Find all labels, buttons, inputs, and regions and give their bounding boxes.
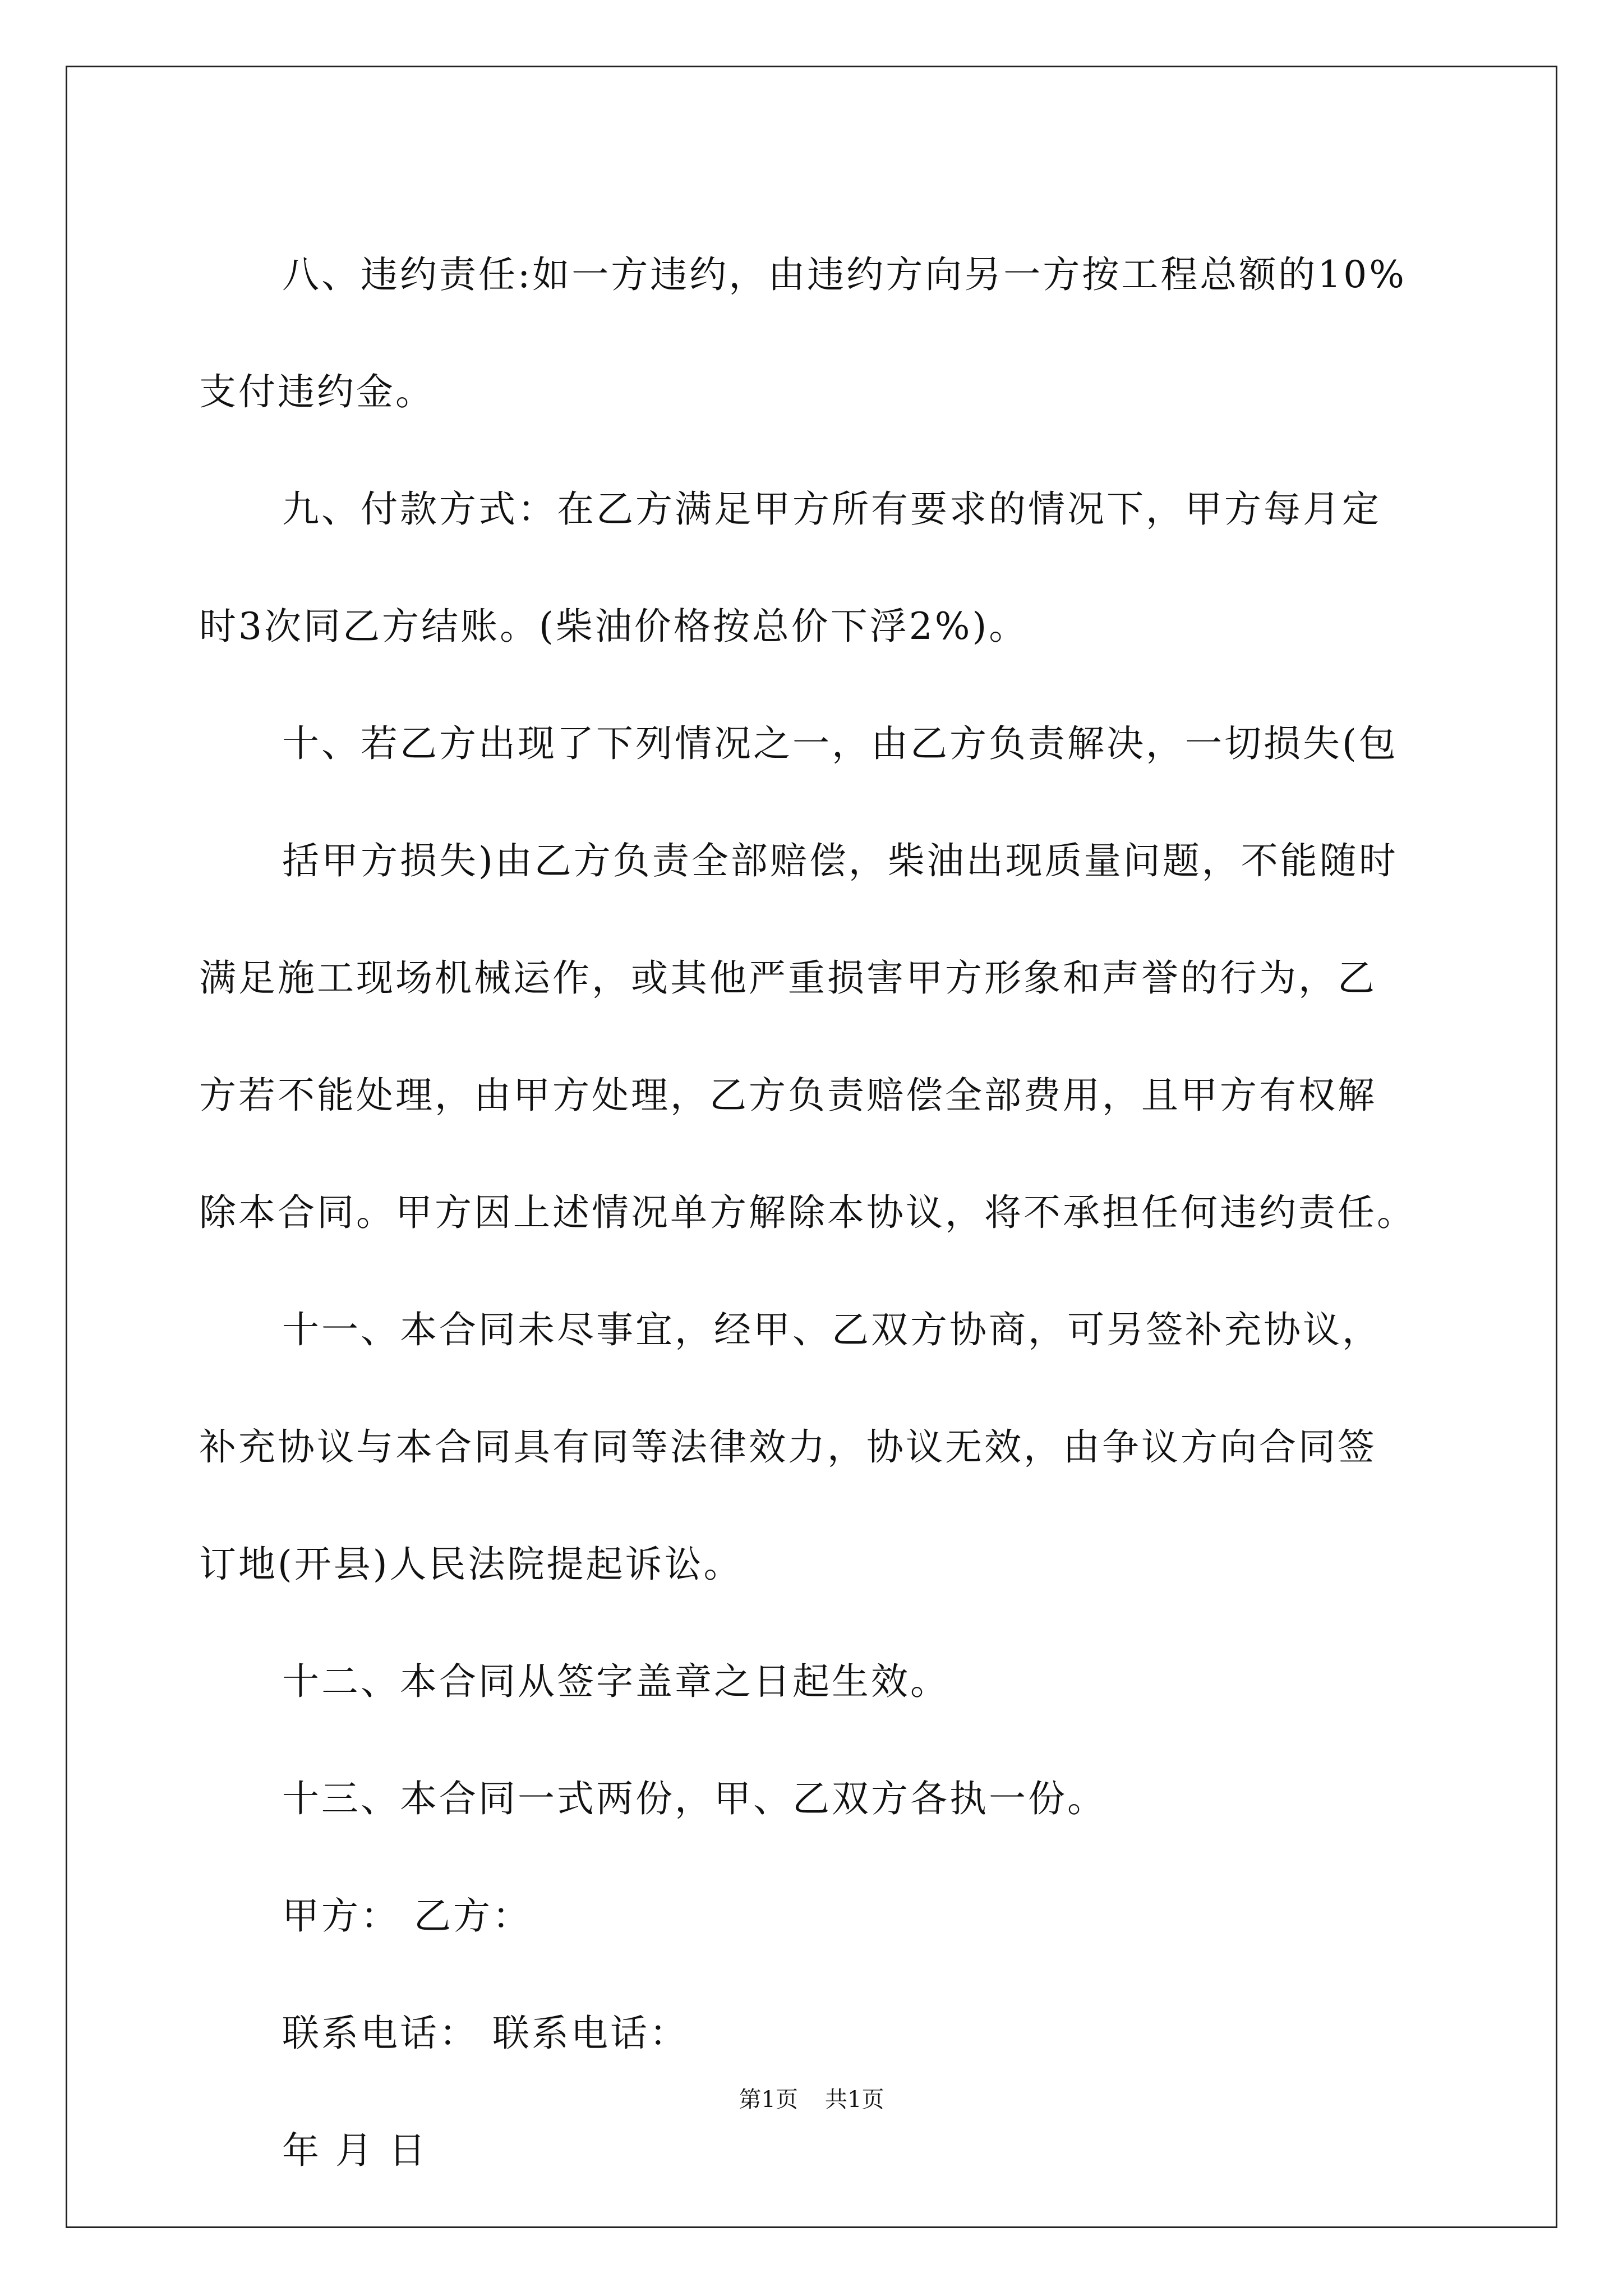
contact-phone-line: 联系电话： 联系电话： [282, 2012, 689, 2055]
clause-8-line-1: 八、违约责任:如一方违约，由违约方向另一方按工程总额的10% [282, 253, 1407, 296]
clause-11-line-2: 补充协议与本合同具有同等法律效力，协议无效，由争议方向合同签 [199, 1425, 1377, 1469]
date-line: 年 月 日 [282, 2129, 428, 2172]
clause-11-line-3: 订地(开县)人民法院提起诉讼。 [199, 1543, 743, 1586]
page-footer [0, 2083, 1623, 2116]
page-number-current: 第1页 [739, 2087, 798, 2113]
clause-10-line-3: 满足施工现场机械运作，或其他严重损害甲方形象和声誉的行为，乙 [199, 956, 1377, 1000]
clause-10-line-4: 方若不能处理，由甲方处理，乙方负责赔偿全部费用，且甲方有权解 [199, 1074, 1377, 1117]
clause-11-line-1: 十一、本合同未尽事宜，经甲、乙双方协商，可另签补充协议， [282, 1308, 1381, 1351]
page-number-total: 共1页 [825, 2087, 884, 2113]
clause-10-line-2: 括甲方损失)由乙方负责全部赔偿，柴油出现质量问题，不能随时 [282, 839, 1398, 882]
document-body [199, 216, 1433, 2209]
clause-9-line-2: 时3次同乙方结账。(柴油价格按总价下浮2%)。 [199, 605, 1029, 648]
clause-10-line-1: 十、若乙方出现了下列情况之一，由乙方负责解决，一切损失(包 [282, 722, 1398, 765]
clause-12: 十二、本合同从签字盖章之日起生效。 [282, 1660, 949, 1703]
clause-13: 十三、本合同一式两份，甲、乙双方各执一份。 [282, 1777, 1106, 1820]
clause-10-line-5: 除本合同。甲方因上述情况单方解除本协议，将不承担任何违约责任。 [199, 1191, 1416, 1234]
party-signature-line: 甲方： 乙方： [282, 1894, 532, 1938]
clause-8-line-2: 支付违约金。 [199, 370, 435, 413]
clause-9-line-1: 九、付款方式：在乙方满足甲方所有要求的情况下，甲方每月定 [282, 487, 1381, 531]
